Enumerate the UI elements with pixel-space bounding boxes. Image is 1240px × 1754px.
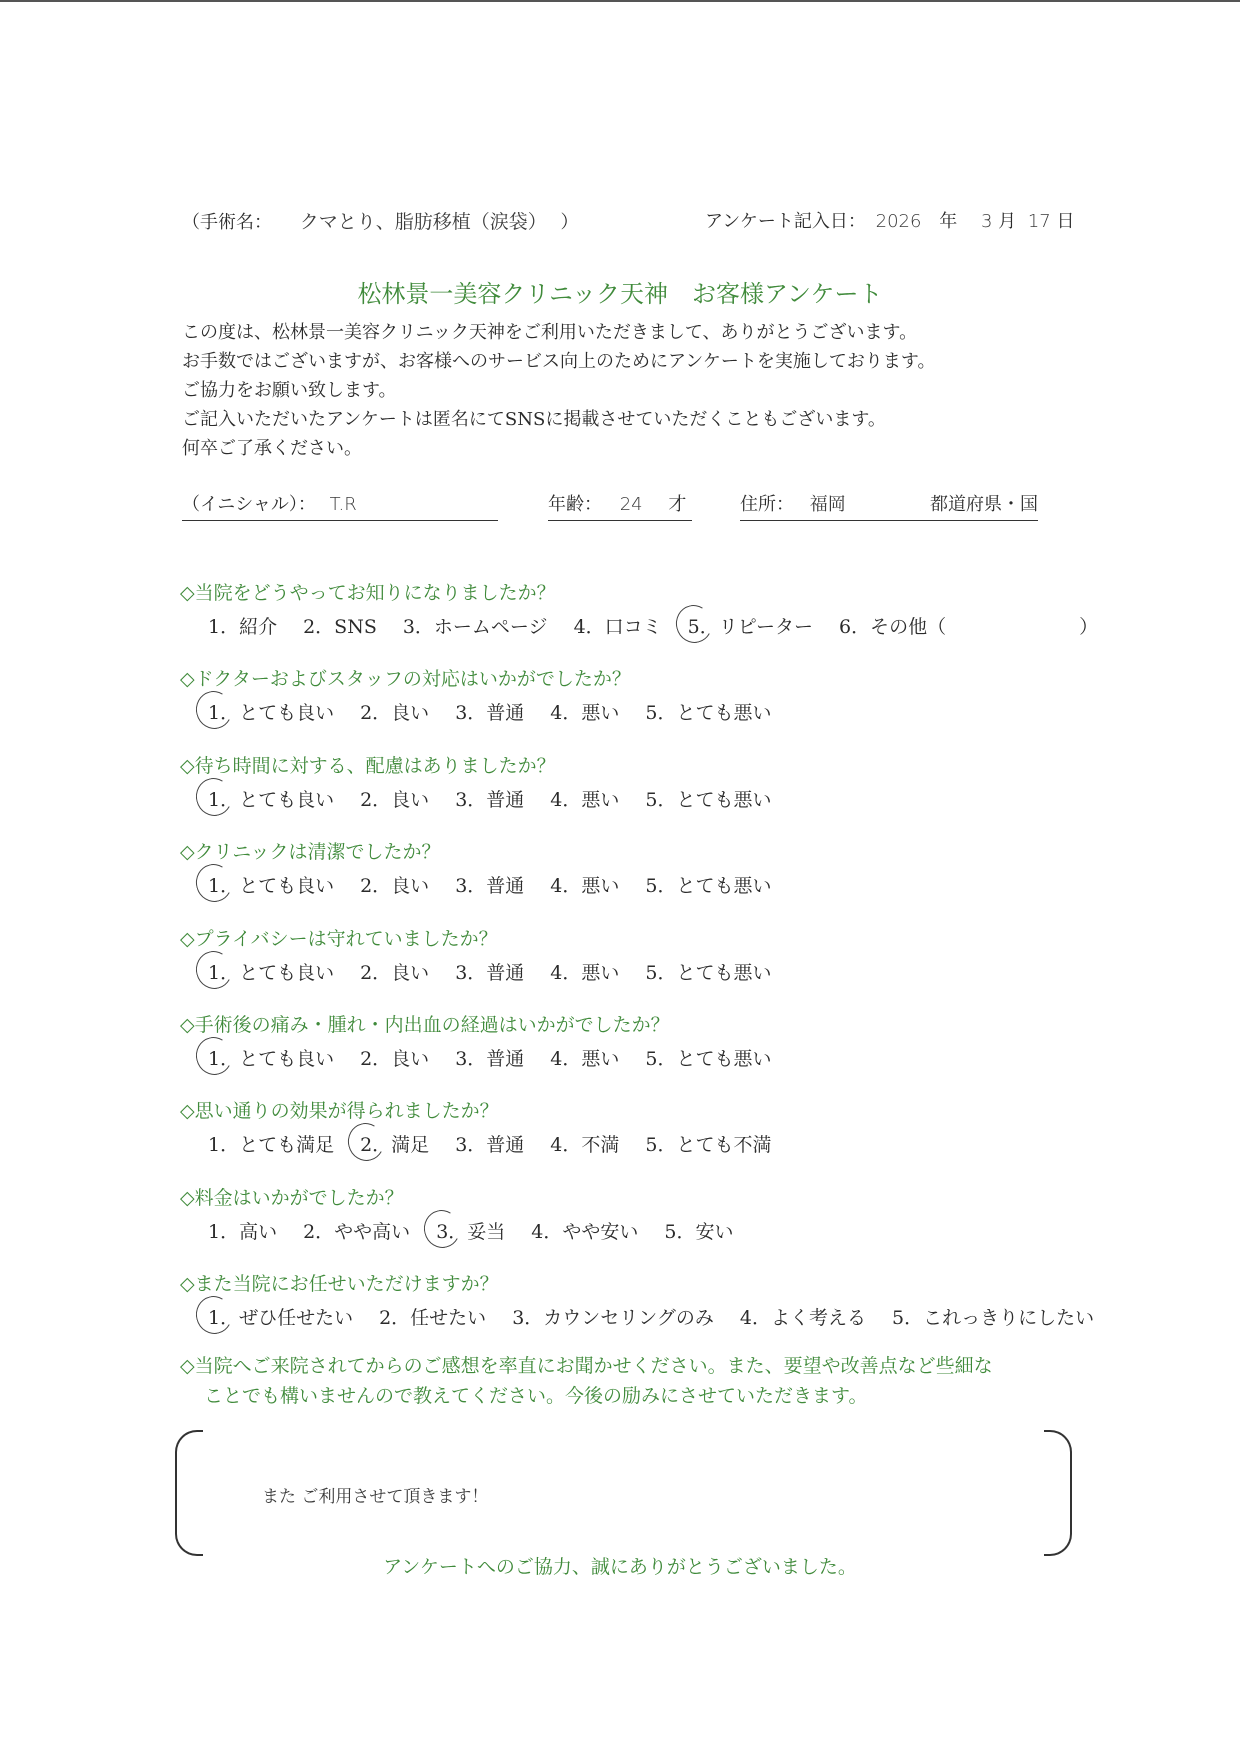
option[interactable]: 2．良い xyxy=(360,962,430,984)
initial-label: （イニシャル）： xyxy=(182,494,316,515)
option[interactable]: 5．とても悪い xyxy=(645,702,772,724)
question-text: ◇思い通りの効果が得られましたか？ xyxy=(180,1100,499,1122)
option[interactable]: 4．悪い xyxy=(550,875,620,897)
question-options xyxy=(208,1044,797,1071)
date-day-unit: 日 xyxy=(1056,211,1075,232)
option[interactable]: 2．良い xyxy=(360,702,430,724)
option-selected[interactable]: 1．とても良い xyxy=(208,698,334,725)
age-field[interactable] xyxy=(548,490,692,521)
date-month: 3 xyxy=(980,211,993,232)
option[interactable]: 1．紹介 xyxy=(208,616,278,638)
option[interactable]: 5．とても悪い xyxy=(645,962,772,984)
option[interactable]: 1．とても満足 xyxy=(208,1134,335,1156)
option[interactable]: 2．良い xyxy=(360,1048,430,1070)
scan-edge-line xyxy=(0,0,1240,2)
option[interactable]: 2．良い xyxy=(360,789,430,811)
address-field[interactable] xyxy=(740,490,1038,521)
procedure-label: （手術名： xyxy=(182,212,272,233)
feedback-prompt-line1: ◇当院へご来院されてからのご感想を率直にお聞かせください。また、要望や改善点など些細な xyxy=(180,1355,993,1377)
footer-thanks: アンケートへのご協力、誠にありがとうございました。 xyxy=(383,1556,857,1578)
option[interactable]: 4．悪い xyxy=(550,962,620,984)
option[interactable]: 3．カウンセリングのみ xyxy=(512,1307,714,1329)
age-value: 24 xyxy=(619,494,643,515)
question-options xyxy=(208,1303,1120,1330)
question-options xyxy=(208,1130,797,1157)
intro-line: この度は、松林景一美容クリニック天神をご利用いただきまして、ありがとうございます。 xyxy=(182,322,918,343)
question-text: ◇待ち時間に対する、配慮はありましたか？ xyxy=(180,755,556,777)
option[interactable]: 5．とても不満 xyxy=(645,1134,772,1156)
feedback-prompt-line2: ことでも構いませんので教えてください。今後の励みにさせていただきます。 xyxy=(204,1385,868,1407)
option[interactable]: 2．良い xyxy=(360,875,430,897)
intro-line: 何卒ご了承ください。 xyxy=(182,438,362,459)
age-unit: 才 xyxy=(668,494,687,515)
initial-value: T.R xyxy=(329,494,357,515)
option-selected[interactable]: 5．リピーター xyxy=(688,612,813,639)
procedure-line xyxy=(182,207,578,234)
option[interactable]: 1．高い xyxy=(208,1221,278,1243)
question-options xyxy=(208,871,797,898)
option[interactable]: 3．普通 xyxy=(455,1134,525,1156)
option[interactable]: 3．普通 xyxy=(455,702,525,724)
age-label: 年齢： xyxy=(548,494,602,515)
option[interactable]: 4．不満 xyxy=(550,1134,620,1156)
option[interactable]: 4．よく考える xyxy=(739,1307,866,1329)
date-month-unit: 月 xyxy=(998,211,1017,232)
option[interactable]: 4．悪い xyxy=(550,789,620,811)
option[interactable]: 3．普通 xyxy=(455,789,525,811)
option[interactable]: 2．任せたい xyxy=(379,1307,487,1329)
feedback-bracket-right xyxy=(1044,1430,1072,1556)
option-selected[interactable]: 1．とても良い xyxy=(208,1044,334,1071)
option-selected[interactable]: 2．満足 xyxy=(360,1130,429,1157)
date-year: 2026 xyxy=(875,211,922,232)
option[interactable]: 5．とても悪い xyxy=(645,789,772,811)
option[interactable]: 3．ホームページ xyxy=(402,616,548,638)
address-value: 福岡 xyxy=(809,494,846,515)
question-text: ◇クリニックは清潔でしたか？ xyxy=(180,841,441,863)
survey-date xyxy=(705,207,1075,233)
question-options xyxy=(208,612,1124,639)
feedback-answer[interactable]: また ご利用させて頂きます！ xyxy=(262,1487,489,1507)
intro-line: お手数ではございますが、お客様へのサービス向上のためにアンケートを実施しております。 xyxy=(182,351,936,372)
feedback-bracket-left xyxy=(175,1430,203,1556)
option-selected[interactable]: 1．とても良い xyxy=(208,871,334,898)
question-options xyxy=(208,698,797,725)
option[interactable]: 5．安い xyxy=(664,1221,734,1243)
option[interactable]: 5．これっきりにしたい xyxy=(892,1307,1095,1329)
option[interactable]: 3．普通 xyxy=(455,875,525,897)
option-selected[interactable]: 1．とても良い xyxy=(208,785,334,812)
option[interactable]: 5．とても悪い xyxy=(645,1048,772,1070)
address-suffix: 都道府県・国 xyxy=(930,494,1038,515)
option[interactable]: 3．普通 xyxy=(455,1048,525,1070)
question-options xyxy=(208,785,797,812)
option[interactable]: 6．その他（ ） xyxy=(839,616,1099,638)
procedure-value: クマとり、脂肪移植（涙袋） xyxy=(299,211,547,233)
option[interactable]: 2．SNS xyxy=(303,616,377,638)
question-text: ◇ドクターおよびスタッフの対応はいかがでしたか？ xyxy=(180,668,631,690)
option-selected[interactable]: 1．ぜひ任せたい xyxy=(208,1303,353,1330)
option[interactable]: 4．口コミ xyxy=(573,616,662,638)
intro-line: ご協力をお願い致します。 xyxy=(182,380,397,401)
question-text: ◇当院をどうやってお知りになりましたか？ xyxy=(180,582,556,604)
procedure-close: ） xyxy=(560,212,579,233)
date-label: アンケート記入日： xyxy=(705,211,866,232)
page-title: 松林景一美容クリニック天神 お客様アンケート xyxy=(357,280,883,308)
option-selected[interactable]: 3．妥当 xyxy=(436,1217,505,1244)
option[interactable]: 4．悪い xyxy=(550,1048,620,1070)
option-selected[interactable]: 1．とても良い xyxy=(208,958,334,985)
intro-line: ご記入いただいたアンケートは匿名にてSNSに掲載させていただくこともございます。 xyxy=(182,409,886,430)
option[interactable]: 4．やや安い xyxy=(531,1221,639,1243)
question-options xyxy=(208,958,797,985)
intro-text xyxy=(182,318,935,463)
question-text: ◇プライバシーは守れていましたか？ xyxy=(180,928,498,950)
initial-field[interactable] xyxy=(182,490,498,521)
option[interactable]: 5．とても悪い xyxy=(645,875,772,897)
question-text: ◇料金はいかがでしたか？ xyxy=(180,1187,404,1209)
option[interactable]: 4．悪い xyxy=(550,702,620,724)
question-options xyxy=(208,1217,759,1244)
date-day: 17 xyxy=(1027,211,1051,232)
question-text: ◇手術後の痛み・腫れ・内出血の経過はいかがでしたか？ xyxy=(180,1014,670,1036)
option[interactable]: 2．やや高い xyxy=(303,1221,411,1243)
address-label: 住所： xyxy=(740,494,794,515)
option[interactable]: 3．普通 xyxy=(455,962,525,984)
question-text: ◇また当院にお任せいただけますか？ xyxy=(180,1273,499,1295)
date-year-unit: 年 xyxy=(939,211,958,232)
